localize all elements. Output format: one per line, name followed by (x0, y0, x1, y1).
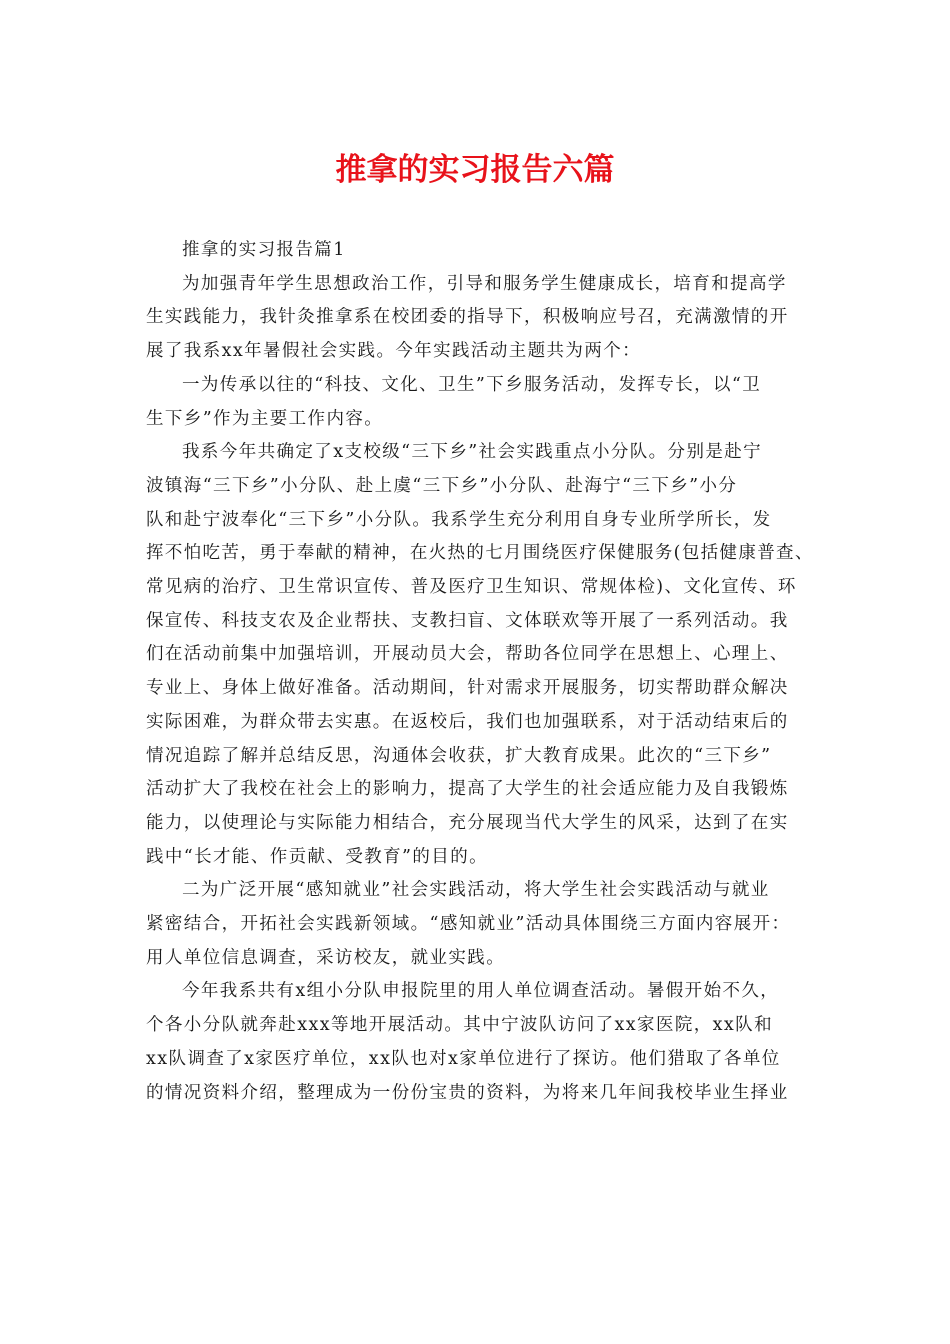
paragraph (146, 975, 814, 1110)
section-heading (146, 234, 814, 268)
text-line: 常见病的治疗、卫生常识宣传、普及医疗卫生知识、常规体检)、文化宣传、环 (146, 577, 797, 598)
text-line: 用人单位信息调查，采访校友，就业实践。 (146, 947, 506, 968)
text-line: 生实践能力，我针灸推拿系在校团委的指导下，积极响应号召，充满激情的开 (146, 307, 789, 328)
text-line: 专业上、身体上做好准备。活动期间，针对需求开展服务，切实帮助群众解决 (146, 678, 789, 699)
text-line: 活动扩大了我校在社会上的影响力，提高了大学生的社会适应能力及自我锻炼 (146, 779, 789, 800)
document-body (146, 234, 814, 1110)
text-line: 情况追踪了解并总结反思，沟通体会收获，扩大教育成果。此次的“三下乡” (146, 745, 772, 766)
paragraph (146, 268, 814, 369)
text-line: 队和赴宁波奉化“三下乡”小分队。我系学生充分利用自身专业所学所长，发 (146, 509, 772, 530)
text-line: 二为广泛开展“感知就业”社会实践活动，将大学生社会实践活动与就业 (182, 880, 770, 901)
text-line: 们在活动前集中加强培训，开展动员大会，帮助各位同学在思想上、心理上、 (146, 644, 789, 665)
text-line: 个各小分队就奔赴xxx等地开展活动。其中宁波队访问了xx家医院，xx队和 (146, 1015, 773, 1036)
text-line: 一为传承以往的“科技、文化、卫生”下乡服务活动，发挥专长，以“卫 (182, 374, 762, 395)
text-line: 推拿的实习报告篇1 (182, 240, 346, 260)
text-line: 生下乡”作为主要工作内容。 (146, 408, 384, 429)
text-line: 我系今年共确定了x支校级“三下乡”社会实践重点小分队。分别是赴宁 (182, 442, 763, 463)
text-line: 紧密结合，开拓社会实践新领域。“感知就业”活动具体围绕三方面内容展开： (146, 914, 791, 935)
paragraph (146, 369, 814, 436)
text-line: 波镇海“三下乡”小分队、赴上虞“三下乡”小分队、赴海宁“三下乡”小分 (146, 475, 738, 496)
document-title: 推拿的实习报告六篇 (335, 152, 615, 188)
text-line: 挥不怕吃苦，勇于奉献的精神，在火热的七月围绕医疗保健服务(包括健康普查、 (146, 543, 814, 564)
text-line: 践中“长才能、作贡献、受教育”的目的。 (146, 846, 488, 867)
text-line: 保宣传、科技支农及企业帮扶、支教扫盲、文体联欢等开展了一系列活动。我 (146, 610, 789, 631)
text-line: xx队调查了x家医疗单位，xx队也对x家单位进行了探访。他们猎取了各单位 (146, 1048, 781, 1069)
paragraph (146, 436, 814, 874)
text-line: 今年我系共有x组小分队申报院里的用人单位调查活动。暑假开始不久， (182, 981, 780, 1002)
text-line: 实际困难，为群众带去实惠。在返校后，我们也加强联系，对于活动结束后的 (146, 711, 789, 732)
text-line: 的情况资料介绍，整理成为一份份宝贵的资料，为将来几年间我校毕业生择业 (146, 1082, 789, 1103)
text-line: 能力，以使理论与实际能力相结合，充分展现当代大学生的风采，达到了在实 (146, 812, 789, 833)
text-line: 展了我系xx年暑假社会实践。今年实践活动主题共为两个： (146, 341, 642, 362)
paragraph (146, 874, 814, 975)
text-line: 为加强青年学生思想政治工作，引导和服务学生健康成长，培育和提高学 (182, 273, 787, 294)
